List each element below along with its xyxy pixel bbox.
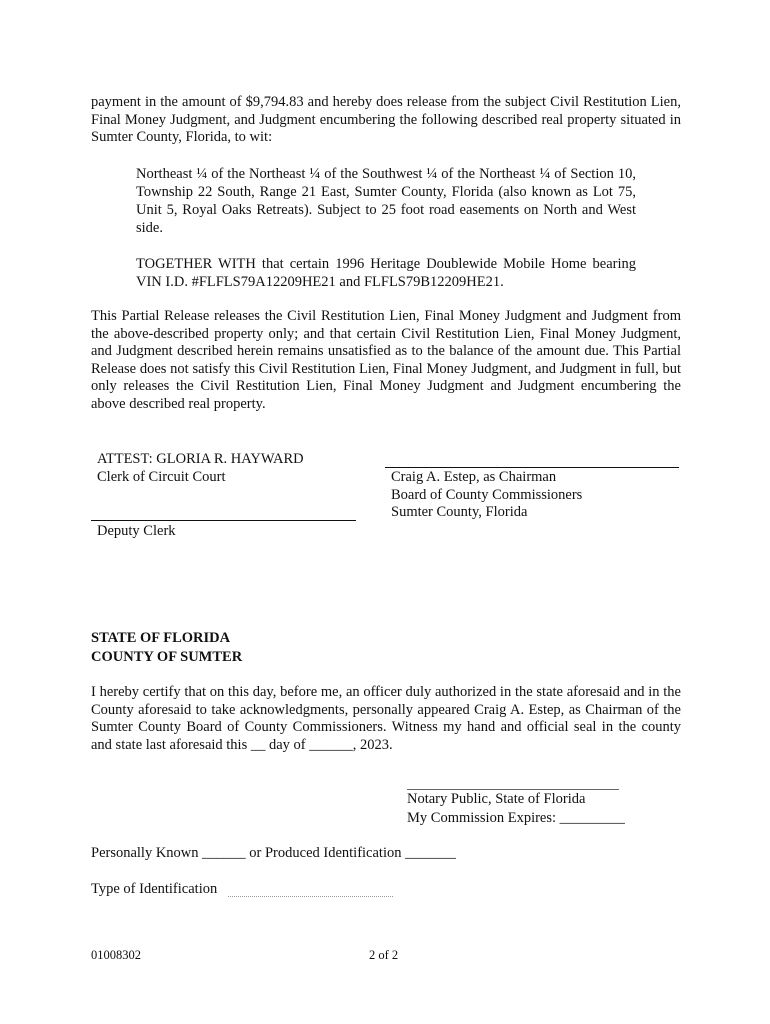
notary-signature-line bbox=[407, 789, 619, 790]
deputy-clerk-signature-line bbox=[91, 520, 356, 521]
certify-paragraph: I hereby certify that on this day, before me, an officer duly authorized in the state aforesaid and in the County aforesaid to take acknowledgments, personally appeared Craig A. Estep, as Chairman of the Sumter County Board of County Commissioners. Witness my hand and official seal in the county and state last aforesaid this __ day of ______, 2023. bbox=[91, 684, 681, 753]
attest-clerk-title: Clerk of Circuit Court bbox=[97, 469, 226, 485]
footer-page-number: 2 of 2 bbox=[369, 948, 399, 962]
type-of-identification-blank bbox=[228, 896, 393, 897]
personally-known-line: Personally Known ______ or Produced Identification _______ bbox=[91, 845, 456, 861]
chairman-board: Board of County Commissioners bbox=[391, 487, 583, 503]
together-with-clause: TOGETHER WITH that certain 1996 Heritage Doublewide Mobile Home bearing VIN I.D. #FLFLS79A12209HE21 and FLFLS79B12209HE21. bbox=[136, 256, 636, 290]
venue-county: COUNTY OF SUMTER bbox=[91, 649, 243, 665]
deputy-clerk-label: Deputy Clerk bbox=[97, 523, 176, 539]
chairman-signature-line bbox=[385, 467, 679, 468]
footer-doc-number: 01008302 bbox=[91, 948, 141, 962]
chairman-name: Craig A. Estep, as Chairman bbox=[391, 469, 557, 485]
release-paragraph: This Partial Release releases the Civil Restitution Lien, Final Money Judgment and Judgment from the above-described property only; and that certain Civil Restitution Lien, Final Money Judgment, and Judgment described herein remains unsatisfied as to the balance of the amount due. This Partial Release does not satisfy this Civil Restitution Lien, Final Money Judgment, and Judgment in full, but only releases the Civil Restitution Lien, Final Money Judgment and Judgment encumbering the above described real property. bbox=[91, 308, 681, 412]
chairman-county: Sumter County, Florida bbox=[391, 504, 528, 520]
legal-description: Northeast ¼ of the Northeast ¼ of the Southwest ¼ of the Northeast ¼ of Section 10, Township 22 South, Range 21 East, Sumter County, Florida (also known as Lot 75, Unit 5, Royal Oaks Retreats). Subject to 25 foot road easements on North and West side. bbox=[136, 166, 636, 236]
type-of-identification-label: Type of Identification bbox=[91, 881, 218, 897]
notary-title: Notary Public, State of Florida bbox=[407, 791, 586, 807]
intro-paragraph: payment in the amount of $9,794.83 and hereby does release from the subject Civil Restitution Lien, Final Money Judgment, and Judgment encumbering the following described real property situated in Sumter County, Florida, to wit: bbox=[91, 94, 681, 145]
attest-clerk-name: ATTEST: GLORIA R. HAYWARD bbox=[97, 451, 304, 467]
venue-state: STATE OF FLORIDA bbox=[91, 630, 231, 646]
notary-commission-expires: My Commission Expires: _________ bbox=[407, 810, 625, 826]
